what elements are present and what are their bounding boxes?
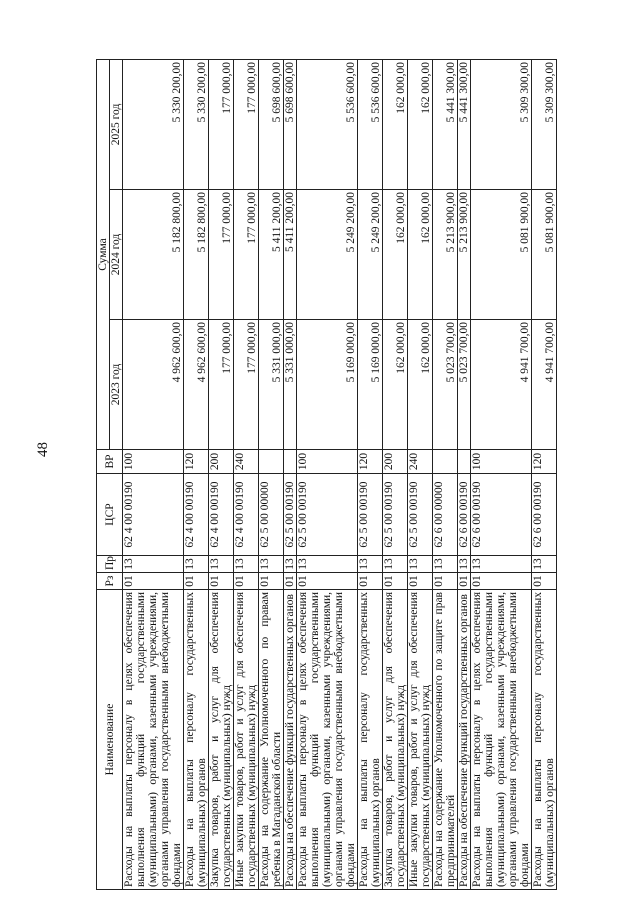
row-rz: 01 xyxy=(358,573,383,590)
table-row xyxy=(284,59,297,889)
row-sum-2024: 5 213 900,00 xyxy=(458,190,471,320)
row-vr: 200 xyxy=(383,450,408,474)
table-row xyxy=(383,59,408,889)
table-body xyxy=(123,59,557,889)
row-sum-2024: 162 000,00 xyxy=(408,190,433,320)
row-pr: 13 xyxy=(209,556,234,573)
row-sum-2025: 177 000,00 xyxy=(209,59,234,189)
table-header xyxy=(97,59,123,889)
row-pr: 13 xyxy=(234,556,259,573)
row-name: Расходы на обеспечение функций государственных органов xyxy=(284,590,297,890)
row-name: Иные закупки товаров, работ и услуг для обеспечения государственных (муниципальных) нужд xyxy=(234,590,259,890)
row-csr: 62 5 00 00190 xyxy=(383,474,408,556)
header-csr: ЦСР xyxy=(97,474,123,556)
row-sum-2025: 177 000,00 xyxy=(234,59,259,189)
row-sum-2024: 5 249 200,00 xyxy=(297,190,358,320)
row-sum-2023: 162 000,00 xyxy=(408,320,433,450)
row-sum-2023: 4 941 700,00 xyxy=(532,320,557,450)
row-sum-2024: 177 000,00 xyxy=(209,190,234,320)
table-row xyxy=(234,59,259,889)
row-sum-2023: 5 169 000,00 xyxy=(358,320,383,450)
row-name: Закупка товаров, работ и услуг для обеспечения государственных (муниципальных) нужд xyxy=(383,590,408,890)
table-row xyxy=(471,59,532,889)
row-sum-2025: 5 309 300,00 xyxy=(471,59,532,189)
row-csr: 62 5 00 00190 xyxy=(297,474,358,556)
row-sum-2023: 4 962 600,00 xyxy=(184,320,209,450)
row-sum-2023: 5 023 700,00 xyxy=(433,320,458,450)
row-csr: 62 6 00 00190 xyxy=(471,474,532,556)
row-csr: 62 6 00 00190 xyxy=(532,474,557,556)
row-sum-2024: 5 182 800,00 xyxy=(184,190,209,320)
row-sum-2024: 177 000,00 xyxy=(234,190,259,320)
row-sum-2023: 5 331 000,00 xyxy=(284,320,297,450)
table-row xyxy=(358,59,383,889)
header-vr: ВР xyxy=(97,450,123,474)
row-pr: 13 xyxy=(259,556,284,573)
row-rz: 01 xyxy=(458,573,471,590)
row-vr xyxy=(433,450,458,474)
row-pr: 13 xyxy=(408,556,433,573)
header-year-2024: 2024 год xyxy=(110,190,123,320)
row-sum-2025: 5 330 200,00 xyxy=(184,59,209,189)
row-vr: 200 xyxy=(209,450,234,474)
row-sum-2024: 5 182 800,00 xyxy=(123,190,184,320)
row-vr: 240 xyxy=(408,450,433,474)
row-name: Расходы на выплаты персоналу в целях обеспечения выполнения функций государственными (муниципальными) органами, казенными учреждениями, органами управления государственными внебюджетными фондами xyxy=(123,590,184,890)
row-vr xyxy=(259,450,284,474)
row-rz: 01 xyxy=(471,573,532,590)
row-pr: 13 xyxy=(358,556,383,573)
row-csr: 62 5 00 00190 xyxy=(358,474,383,556)
row-sum-2024: 5 249 200,00 xyxy=(358,190,383,320)
row-pr: 13 xyxy=(433,556,458,573)
row-sum-2023: 5 331 000,00 xyxy=(259,320,284,450)
row-rz: 01 xyxy=(184,573,209,590)
row-name: Закупка товаров, работ и услуг для обеспечения государственных (муниципальных) нужд xyxy=(209,590,234,890)
header-year-2025: 2025 год xyxy=(110,59,123,189)
row-sum-2024: 5 411 200,00 xyxy=(259,190,284,320)
row-csr: 62 5 00 00000 xyxy=(259,474,284,556)
row-rz: 01 xyxy=(259,573,284,590)
row-sum-2025: 5 698 600,00 xyxy=(259,59,284,189)
row-csr: 62 4 00 00190 xyxy=(209,474,234,556)
row-sum-2023: 4 962 600,00 xyxy=(123,320,184,450)
header-sum: Сумма xyxy=(97,59,110,449)
row-name: Расходы на обеспечение функций государственных органов xyxy=(458,590,471,890)
header-pr: Пр xyxy=(97,556,123,573)
row-sum-2025: 5 309 300,00 xyxy=(532,59,557,189)
row-rz: 01 xyxy=(284,573,297,590)
row-name: Расходы на выплаты персоналу государственных (муниципальных) органов xyxy=(184,590,209,890)
row-name: Расходы на выплаты персоналу в целях обеспечения выполнения функций государственными (муниципальными) органами, казенными учреждениями, органами управления государственными внебюджетными фондами xyxy=(471,590,532,890)
row-vr: 100 xyxy=(297,450,358,474)
table-row xyxy=(297,59,358,889)
row-sum-2023: 162 000,00 xyxy=(383,320,408,450)
row-csr: 62 4 00 00190 xyxy=(123,474,184,556)
row-vr: 240 xyxy=(234,450,259,474)
table-row xyxy=(184,59,209,889)
table-row xyxy=(408,59,433,889)
row-sum-2025: 162 000,00 xyxy=(408,59,433,189)
row-csr: 62 5 00 00190 xyxy=(284,474,297,556)
row-sum-2023: 5 023 700,00 xyxy=(458,320,471,450)
row-name: Расходы на выплаты персоналу государственных (муниципальных) органов xyxy=(358,590,383,890)
row-rz: 01 xyxy=(297,573,358,590)
header-rz: Рз xyxy=(97,573,123,590)
page-number: 48 xyxy=(35,442,51,457)
row-csr: 62 4 00 00190 xyxy=(184,474,209,556)
row-sum-2023: 177 000,00 xyxy=(209,320,234,450)
row-sum-2024: 5 411 200,00 xyxy=(284,190,297,320)
row-name: Расходы на выплаты персоналу в целях обеспечения выполнения функций государственными (муниципальными) органами, казенными учреждениями, органами управления государственными внебюджетными фондами xyxy=(297,590,358,890)
row-rz: 01 xyxy=(532,573,557,590)
row-sum-2023: 177 000,00 xyxy=(234,320,259,450)
row-pr: 13 xyxy=(123,556,184,573)
row-vr: 120 xyxy=(184,450,209,474)
row-vr: 120 xyxy=(358,450,383,474)
header-year-2023: 2023 год xyxy=(110,320,123,450)
row-name: Расходы на содержание Уполномоченного по правам ребенка в Магаданской области xyxy=(259,590,284,890)
table-row xyxy=(458,59,471,889)
row-sum-2023: 5 169 000,00 xyxy=(297,320,358,450)
row-sum-2025: 5 698 600,00 xyxy=(284,59,297,189)
row-vr: 120 xyxy=(532,450,557,474)
rotated-table-container xyxy=(96,60,586,890)
row-vr xyxy=(284,450,297,474)
row-csr: 62 4 00 00190 xyxy=(234,474,259,556)
row-sum-2025: 162 000,00 xyxy=(383,59,408,189)
row-vr: 100 xyxy=(123,450,184,474)
table-row xyxy=(259,59,284,889)
row-rz: 01 xyxy=(209,573,234,590)
row-rz: 01 xyxy=(234,573,259,590)
row-rz: 01 xyxy=(383,573,408,590)
row-rz: 01 xyxy=(433,573,458,590)
row-sum-2025: 5 330 200,00 xyxy=(123,59,184,189)
header-name: Наименование xyxy=(97,590,123,890)
row-pr: 13 xyxy=(297,556,358,573)
row-rz: 01 xyxy=(408,573,433,590)
row-csr: 62 6 00 00190 xyxy=(458,474,471,556)
row-pr: 13 xyxy=(471,556,532,573)
row-rz: 01 xyxy=(123,573,184,590)
row-sum-2024: 5 081 900,00 xyxy=(532,190,557,320)
row-csr: 62 6 00 00000 xyxy=(433,474,458,556)
table-row xyxy=(532,59,557,889)
row-sum-2024: 5 081 900,00 xyxy=(471,190,532,320)
row-pr: 13 xyxy=(383,556,408,573)
row-name: Расходы на выплаты персоналу государственных (муниципальных) органов xyxy=(532,590,557,890)
row-pr: 13 xyxy=(184,556,209,573)
row-sum-2024: 162 000,00 xyxy=(383,190,408,320)
row-csr: 62 5 00 00190 xyxy=(408,474,433,556)
table-row xyxy=(209,59,234,889)
row-sum-2023: 4 941 700,00 xyxy=(471,320,532,450)
row-name: Иные закупки товаров, работ и услуг для обеспечения государственных (муниципальных) нужд xyxy=(408,590,433,890)
row-pr: 13 xyxy=(532,556,557,573)
row-vr: 100 xyxy=(471,450,532,474)
table-row xyxy=(123,59,184,889)
row-sum-2025: 5 536 600,00 xyxy=(297,59,358,189)
table-row xyxy=(433,59,458,889)
row-vr xyxy=(458,450,471,474)
row-pr: 13 xyxy=(458,556,471,573)
row-pr: 13 xyxy=(284,556,297,573)
budget-table xyxy=(96,59,557,890)
row-sum-2025: 5 441 300,00 xyxy=(458,59,471,189)
row-sum-2025: 5 441 300,00 xyxy=(433,59,458,189)
row-sum-2024: 5 213 900,00 xyxy=(433,190,458,320)
row-sum-2025: 5 536 600,00 xyxy=(358,59,383,189)
row-name: Расходы на содержание Уполномоченного по защите прав предпринимателей xyxy=(433,590,458,890)
